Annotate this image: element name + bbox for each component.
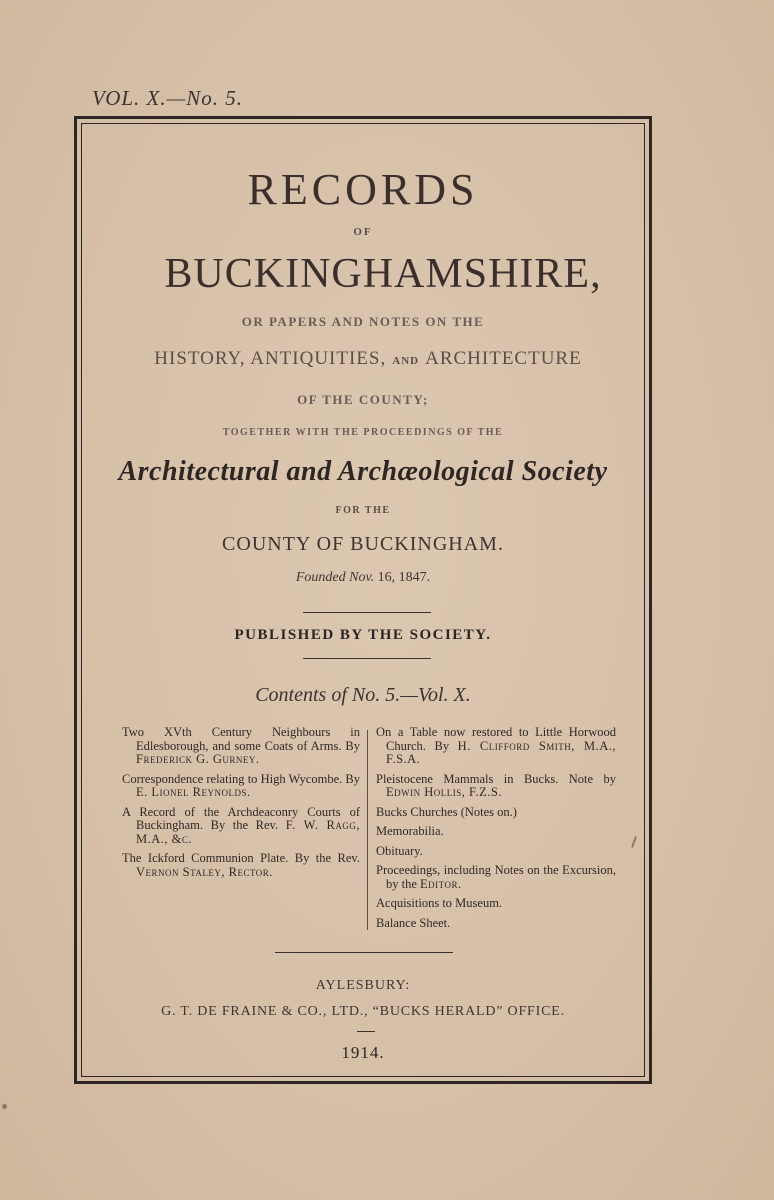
subtitle-line1: OR PAPERS AND NOTES ON THE	[241, 314, 485, 329]
item-author: E. Lionel Reynolds.	[136, 785, 251, 799]
contents-heading: Contents of No. 5.—Vol. X.	[255, 684, 471, 706]
subtitle-and: AND	[392, 355, 420, 367]
list-item	[122, 726, 360, 767]
item-author: Vernon Staley, Rector.	[136, 864, 273, 879]
founded-label: Founded Nov.	[295, 570, 375, 585]
for-the: FOR THE	[335, 505, 391, 516]
item-text: On a Table now restored to Little Horwood Church. By	[376, 725, 616, 753]
divider-rule-top	[303, 612, 431, 613]
list-item	[376, 897, 616, 911]
title-buckinghamshire: BUCKINGHAMSHIRE,	[164, 251, 602, 297]
list-item	[376, 806, 616, 820]
subtitle-line3: OF THE COUNTY;	[297, 392, 429, 407]
item-text: The Ickford Communion Plate. By the Rev.	[122, 851, 360, 865]
list-item	[122, 773, 360, 800]
list-item	[122, 806, 360, 847]
list-item	[376, 726, 616, 767]
subtitle-line2	[86, 348, 650, 370]
imprint-place: AYLESBURY:	[315, 978, 411, 993]
divider-rule-bottom	[303, 658, 431, 659]
item-text: Obituary.	[376, 843, 423, 858]
list-item	[376, 825, 616, 839]
item-text: A Record of the Archdeaconry Courts of Buckingham. By the Rev.	[122, 804, 360, 832]
list-item	[376, 864, 616, 891]
founded-date	[81, 570, 645, 586]
item-author: Editor.	[420, 876, 462, 891]
imprint-publisher: G. T. DE FRAINE & CO., LTD., “BUCKS HERALD” OFFICE.	[161, 1004, 565, 1019]
item-text: Correspondence relating to High Wycombe. By	[122, 771, 360, 786]
item-text: Memorabilia.	[376, 824, 444, 838]
column-divider	[367, 730, 368, 930]
divider-rule-short	[357, 1031, 375, 1032]
item-author: F. W. Ragg, M.A., &c.	[136, 818, 361, 846]
list-item	[122, 852, 360, 879]
item-text: Two XVth Century Neighbours in Edlesborough, and some Coats of Arms. By	[122, 725, 360, 753]
imprint-year: 1914.	[341, 1043, 385, 1062]
society-name: Architectural and Archæological Society	[118, 456, 608, 487]
title-of: OF	[353, 226, 373, 238]
list-item	[376, 917, 616, 931]
item-text: Acquisitions to Museum.	[376, 896, 503, 910]
volume-number: VOL. X.—No. 5.	[92, 86, 244, 110]
item-author: Frederick G. Gurney.	[136, 752, 260, 766]
subtitle-architecture: ARCHITECTURE	[425, 348, 582, 369]
subtitle-line4: TOGETHER WITH THE PROCEEDINGS OF THE	[222, 427, 504, 438]
contents-right-column	[376, 726, 616, 936]
list-item	[376, 845, 616, 859]
list-item	[376, 773, 616, 800]
item-text: Bucks Churches (Notes on.)	[376, 804, 517, 819]
title-records: RECORDS	[247, 165, 479, 214]
item-author: Edwin Hollis, F.Z.S.	[386, 785, 502, 799]
item-text: Proceedings, including Notes on the Excursion, by the	[376, 863, 616, 891]
published-by: PUBLISHED BY THE SOCIETY.	[234, 627, 492, 643]
paper-speck	[2, 1104, 7, 1109]
founded-year: 16, 1847.	[377, 570, 431, 585]
contents-left-column	[122, 726, 360, 885]
item-text: Pleistocene Mammals in Bucks. Note by	[376, 771, 616, 786]
item-text: Balance Sheet.	[376, 915, 451, 930]
item-author: H. Clifford Smith, M.A., F.S.A.	[386, 738, 616, 766]
county-name: COUNTY OF BUCKINGHAM.	[222, 533, 504, 555]
divider-rule-imprint	[275, 952, 453, 953]
subtitle-history: HISTORY, ANTIQUITIES,	[154, 348, 387, 369]
